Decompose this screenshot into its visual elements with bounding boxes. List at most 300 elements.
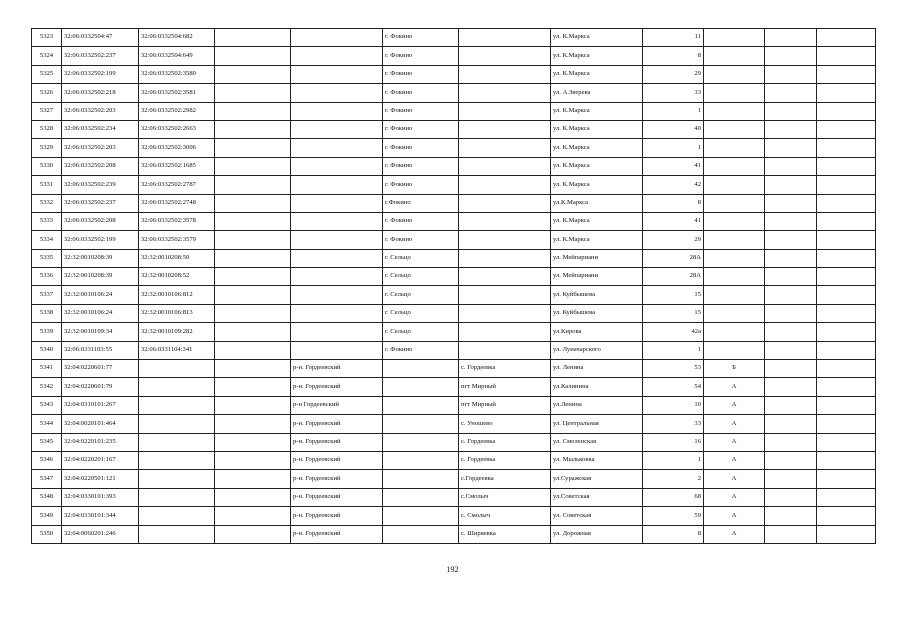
city-cell: г. Сельцо — [383, 323, 459, 341]
cadastral-number: 32:04:0220501:121 — [62, 470, 139, 488]
parent-cadastral-number: 32:06:0332502:2787 — [139, 176, 215, 194]
settlement-cell — [459, 268, 551, 286]
letter-cell: А — [704, 415, 765, 433]
district-cell — [291, 84, 383, 102]
extra-cell-b — [817, 507, 876, 525]
house-cell: 8 — [643, 194, 704, 212]
house-cell: 41 — [643, 157, 704, 175]
letter-cell: А — [704, 507, 765, 525]
parent-cadastral-number: 32:32:0010208:52 — [139, 268, 215, 286]
house-cell: 33 — [643, 415, 704, 433]
district-cell — [291, 47, 383, 65]
district-cell — [291, 157, 383, 175]
street-cell: ул. К.Маркса — [551, 176, 643, 194]
extra-cell-b — [817, 249, 876, 267]
table-row — [32, 507, 876, 525]
settlement-cell — [459, 65, 551, 83]
parent-cadastral-number: 32:06:0332504:649 — [139, 47, 215, 65]
cadastral-number: 32:06:0332502:199 — [62, 231, 139, 249]
settlement-cell — [459, 194, 551, 212]
parent-cadastral-number — [139, 433, 215, 451]
settlement-cell: пгт Мирный — [459, 378, 551, 396]
parent-cadastral-number: 32:06:0332502:1685 — [139, 157, 215, 175]
row-number: 5335 — [32, 249, 62, 267]
cadastral-number: 32:32:0010106:24 — [62, 286, 139, 304]
region-cell — [215, 65, 291, 83]
city-cell: г. Фокино — [383, 120, 459, 138]
extra-cell-b — [817, 84, 876, 102]
row-number: 5349 — [32, 507, 62, 525]
parent-cadastral-number: 32:06:0332502:2663 — [139, 120, 215, 138]
cadastral-number: 32:04:0220601:79 — [62, 378, 139, 396]
extra-cell-a — [765, 139, 817, 157]
table-row — [32, 84, 876, 102]
parent-cadastral-number — [139, 378, 215, 396]
cadastral-number: 32:06:0332502:234 — [62, 120, 139, 138]
parent-cadastral-number: 32:32:0010106:812 — [139, 286, 215, 304]
table-row — [32, 47, 876, 65]
house-cell: 8 — [643, 47, 704, 65]
row-number: 5324 — [32, 47, 62, 65]
table-row — [32, 488, 876, 506]
parent-cadastral-number: 32:06:0332504:682 — [139, 29, 215, 47]
row-number: 5338 — [32, 304, 62, 322]
cadastral-number: 32:04:0060201:246 — [62, 525, 139, 543]
city-cell: г. Фокино — [383, 212, 459, 230]
letter-cell — [704, 304, 765, 322]
settlement-cell — [459, 29, 551, 47]
extra-cell-b — [817, 120, 876, 138]
region-cell — [215, 249, 291, 267]
district-cell: р-н. Гордеевский — [291, 378, 383, 396]
extra-cell-b — [817, 29, 876, 47]
extra-cell-a — [765, 341, 817, 359]
street-cell: ул.Калинина — [551, 378, 643, 396]
parent-cadastral-number — [139, 415, 215, 433]
parent-cadastral-number — [139, 488, 215, 506]
district-cell — [291, 323, 383, 341]
house-cell: 40 — [643, 120, 704, 138]
extra-cell-b — [817, 323, 876, 341]
cadastral-number: 32:06:0332502:237 — [62, 194, 139, 212]
street-cell: ул. К.Маркса — [551, 157, 643, 175]
row-number: 5345 — [32, 433, 62, 451]
street-cell: ул. К.Маркса — [551, 231, 643, 249]
extra-cell-a — [765, 268, 817, 286]
settlement-cell: пгт Мирный — [459, 396, 551, 414]
cadastral-number: 32:04:0020101:464 — [62, 415, 139, 433]
letter-cell — [704, 341, 765, 359]
settlement-cell: с. Смолыч — [459, 507, 551, 525]
table-row — [32, 525, 876, 543]
extra-cell-b — [817, 304, 876, 322]
city-cell — [383, 488, 459, 506]
house-cell: 28А — [643, 249, 704, 267]
row-number: 5333 — [32, 212, 62, 230]
parent-cadastral-number: 32:32:0010106:813 — [139, 304, 215, 322]
letter-cell: А — [704, 470, 765, 488]
cadastral-number: 32:32:0010106:24 — [62, 304, 139, 322]
letter-cell — [704, 65, 765, 83]
extra-cell-b — [817, 341, 876, 359]
region-cell — [215, 525, 291, 543]
row-number: 5344 — [32, 415, 62, 433]
house-cell: 16 — [643, 433, 704, 451]
table-body — [32, 29, 876, 544]
parent-cadastral-number — [139, 451, 215, 469]
house-cell: 2 — [643, 470, 704, 488]
extra-cell-b — [817, 268, 876, 286]
extra-cell-a — [765, 249, 817, 267]
settlement-cell: с. Гордеевка — [459, 433, 551, 451]
extra-cell-a — [765, 157, 817, 175]
city-cell — [383, 507, 459, 525]
city-cell: г. Сельцо — [383, 268, 459, 286]
page-number: 192 — [446, 565, 459, 574]
district-cell — [291, 139, 383, 157]
extra-cell-b — [817, 396, 876, 414]
table-row — [32, 378, 876, 396]
letter-cell: А — [704, 433, 765, 451]
district-cell — [291, 268, 383, 286]
city-cell — [383, 378, 459, 396]
house-cell: 53 — [643, 360, 704, 378]
row-number: 5346 — [32, 451, 62, 469]
extra-cell-b — [817, 470, 876, 488]
house-cell: 33 — [643, 84, 704, 102]
table-row — [32, 139, 876, 157]
city-cell: г. Фокино — [383, 139, 459, 157]
settlement-cell — [459, 286, 551, 304]
region-cell — [215, 176, 291, 194]
parent-cadastral-number — [139, 396, 215, 414]
extra-cell-a — [765, 29, 817, 47]
extra-cell-b — [817, 488, 876, 506]
parent-cadastral-number: 32:06:0331104:341 — [139, 341, 215, 359]
settlement-cell — [459, 47, 551, 65]
letter-cell — [704, 29, 765, 47]
street-cell: ул. К.Маркса — [551, 47, 643, 65]
city-cell: г. Фокино — [383, 47, 459, 65]
row-number: 5347 — [32, 470, 62, 488]
cadastral-number: 32:04:0330101:344 — [62, 507, 139, 525]
cadastral-number: 32:04:0220601:77 — [62, 360, 139, 378]
letter-cell: А — [704, 525, 765, 543]
letter-cell: А — [704, 488, 765, 506]
city-cell: г. Фокино — [383, 176, 459, 194]
region-cell — [215, 268, 291, 286]
city-cell: г. Сельцо — [383, 249, 459, 267]
district-cell — [291, 120, 383, 138]
extra-cell-a — [765, 65, 817, 83]
city-cell: г. Фокино — [383, 102, 459, 120]
settlement-cell: с. Ширяевка — [459, 525, 551, 543]
table-row — [32, 231, 876, 249]
region-cell — [215, 341, 291, 359]
table-row — [32, 194, 876, 212]
street-cell: ул. Центральная — [551, 415, 643, 433]
house-cell: 68 — [643, 488, 704, 506]
district-cell — [291, 231, 383, 249]
region-cell — [215, 488, 291, 506]
district-cell: р-н. Гордеевский — [291, 525, 383, 543]
cadastral-number: 32:04:0310101:267 — [62, 396, 139, 414]
city-cell — [383, 396, 459, 414]
row-number: 5325 — [32, 65, 62, 83]
extra-cell-a — [765, 451, 817, 469]
table-row — [32, 323, 876, 341]
letter-cell — [704, 84, 765, 102]
house-cell: 15 — [643, 304, 704, 322]
cadastral-number: 32:06:0332502:237 — [62, 47, 139, 65]
city-cell: г. Фокино — [383, 341, 459, 359]
cadastral-number: 32:06:0331103:55 — [62, 341, 139, 359]
table-row — [32, 433, 876, 451]
extra-cell-a — [765, 360, 817, 378]
district-cell: р-н. Гордеевский — [291, 433, 383, 451]
cadastral-number: 32:06:0332502:203 — [62, 102, 139, 120]
parent-cadastral-number — [139, 360, 215, 378]
settlement-cell — [459, 323, 551, 341]
settlement-cell — [459, 231, 551, 249]
district-cell — [291, 29, 383, 47]
letter-cell — [704, 268, 765, 286]
district-cell: р-н. Гордеевский — [291, 488, 383, 506]
row-number: 5329 — [32, 139, 62, 157]
extra-cell-a — [765, 102, 817, 120]
district-cell — [291, 212, 383, 230]
house-cell: 28А — [643, 268, 704, 286]
table-row — [32, 415, 876, 433]
registry-table — [31, 28, 876, 544]
extra-cell-b — [817, 212, 876, 230]
settlement-cell — [459, 102, 551, 120]
table-row — [32, 176, 876, 194]
extra-cell-b — [817, 286, 876, 304]
district-cell: р-н. Гордеевский — [291, 360, 383, 378]
city-cell — [383, 433, 459, 451]
letter-cell — [704, 176, 765, 194]
city-cell: г. Сельцо — [383, 286, 459, 304]
row-number: 5350 — [32, 525, 62, 543]
street-cell: ул.Советская — [551, 488, 643, 506]
row-number: 5348 — [32, 488, 62, 506]
cadastral-number: 32:06:0332502:208 — [62, 157, 139, 175]
house-cell: 42 — [643, 176, 704, 194]
district-cell — [291, 286, 383, 304]
parent-cadastral-number: 32:06:0332502:3581 — [139, 84, 215, 102]
region-cell — [215, 433, 291, 451]
row-number: 5327 — [32, 102, 62, 120]
letter-cell — [704, 102, 765, 120]
table-row — [32, 470, 876, 488]
street-cell: ул.К.Маркса — [551, 194, 643, 212]
region-cell — [215, 194, 291, 212]
region-cell — [215, 286, 291, 304]
extra-cell-b — [817, 451, 876, 469]
extra-cell-a — [765, 323, 817, 341]
settlement-cell — [459, 120, 551, 138]
city-cell — [383, 470, 459, 488]
table-row — [32, 120, 876, 138]
street-cell: ул. Мыльковка — [551, 451, 643, 469]
region-cell — [215, 231, 291, 249]
region-cell — [215, 396, 291, 414]
street-cell: ул.Ленина — [551, 396, 643, 414]
table-row — [32, 396, 876, 414]
table-row — [32, 304, 876, 322]
house-cell: 1 — [643, 341, 704, 359]
city-cell: г. Сельцо — [383, 304, 459, 322]
extra-cell-a — [765, 304, 817, 322]
extra-cell-a — [765, 488, 817, 506]
table-row — [32, 341, 876, 359]
region-cell — [215, 451, 291, 469]
extra-cell-a — [765, 507, 817, 525]
letter-cell — [704, 249, 765, 267]
letter-cell: А — [704, 396, 765, 414]
cadastral-number: 32:32:0010109:34 — [62, 323, 139, 341]
parent-cadastral-number: 32:06:0332502:3578 — [139, 212, 215, 230]
parent-cadastral-number: 32:06:0332502:3580 — [139, 65, 215, 83]
row-number: 5336 — [32, 268, 62, 286]
row-number: 5334 — [32, 231, 62, 249]
parent-cadastral-number — [139, 525, 215, 543]
letter-cell — [704, 194, 765, 212]
table-row — [32, 286, 876, 304]
street-cell: ул.Кирова — [551, 323, 643, 341]
street-cell: ул. К.Маркса — [551, 65, 643, 83]
extra-cell-a — [765, 84, 817, 102]
street-cell: ул. Мейпариани — [551, 249, 643, 267]
extra-cell-a — [765, 433, 817, 451]
district-cell — [291, 194, 383, 212]
city-cell: г. Фокино — [383, 231, 459, 249]
parent-cadastral-number: 32:06:0332502:2982 — [139, 102, 215, 120]
district-cell: р-н. Гордеевский — [291, 451, 383, 469]
letter-cell — [704, 120, 765, 138]
row-number: 5342 — [32, 378, 62, 396]
street-cell: ул. Куйбышева — [551, 286, 643, 304]
extra-cell-b — [817, 433, 876, 451]
letter-cell — [704, 139, 765, 157]
house-cell: 11 — [643, 29, 704, 47]
table-row — [32, 102, 876, 120]
house-cell: 29 — [643, 65, 704, 83]
cadastral-number: 32:06:0332502:218 — [62, 84, 139, 102]
street-cell: ул. К.Маркса — [551, 120, 643, 138]
region-cell — [215, 120, 291, 138]
city-cell — [383, 415, 459, 433]
street-cell: ул. К.Маркса — [551, 139, 643, 157]
parent-cadastral-number: 32:32:0010208:50 — [139, 249, 215, 267]
settlement-cell: с. Гордеевка — [459, 360, 551, 378]
street-cell: ул. Луначарского — [551, 341, 643, 359]
extra-cell-b — [817, 102, 876, 120]
extra-cell-b — [817, 157, 876, 175]
extra-cell-a — [765, 120, 817, 138]
letter-cell — [704, 231, 765, 249]
cadastral-number: 32:06:0332502:239 — [62, 176, 139, 194]
settlement-cell — [459, 304, 551, 322]
city-cell: г.Фокино — [383, 194, 459, 212]
extra-cell-a — [765, 396, 817, 414]
district-cell: р-н. Гордеевский — [291, 415, 383, 433]
district-cell — [291, 341, 383, 359]
settlement-cell — [459, 341, 551, 359]
house-cell: 15 — [643, 286, 704, 304]
row-number: 5328 — [32, 120, 62, 138]
extra-cell-b — [817, 378, 876, 396]
street-cell: ул. А.Зверева — [551, 84, 643, 102]
street-cell: ул. К.Маркса — [551, 102, 643, 120]
parent-cadastral-number: 32:06:0332502:3006 — [139, 139, 215, 157]
parent-cadastral-number — [139, 470, 215, 488]
settlement-cell: с. Гордеевка — [459, 451, 551, 469]
house-cell: 54 — [643, 378, 704, 396]
street-cell: ул. К.Маркса — [551, 29, 643, 47]
house-cell: 59 — [643, 507, 704, 525]
city-cell — [383, 360, 459, 378]
letter-cell — [704, 323, 765, 341]
parent-cadastral-number: 32:06:0332502:2748 — [139, 194, 215, 212]
street-cell: ул. Советская — [551, 507, 643, 525]
extra-cell-a — [765, 194, 817, 212]
row-number: 5330 — [32, 157, 62, 175]
house-cell: 1 — [643, 139, 704, 157]
region-cell — [215, 102, 291, 120]
street-cell: ул.Суражская — [551, 470, 643, 488]
extra-cell-a — [765, 176, 817, 194]
region-cell — [215, 47, 291, 65]
row-number: 5343 — [32, 396, 62, 414]
letter-cell: А — [704, 451, 765, 469]
row-number: 5337 — [32, 286, 62, 304]
cadastral-number: 32:06:0332502:199 — [62, 65, 139, 83]
letter-cell: Б — [704, 360, 765, 378]
district-cell — [291, 176, 383, 194]
region-cell — [215, 157, 291, 175]
house-cell: 41 — [643, 212, 704, 230]
letter-cell — [704, 157, 765, 175]
street-cell: ул. Ленина — [551, 360, 643, 378]
region-cell — [215, 378, 291, 396]
region-cell — [215, 323, 291, 341]
extra-cell-b — [817, 360, 876, 378]
region-cell — [215, 507, 291, 525]
settlement-cell — [459, 157, 551, 175]
settlement-cell — [459, 139, 551, 157]
letter-cell — [704, 47, 765, 65]
cadastral-number: 32:04:0220101:235 — [62, 433, 139, 451]
extra-cell-b — [817, 65, 876, 83]
cadastral-number: 32:04:0220201:167 — [62, 451, 139, 469]
row-number: 5323 — [32, 29, 62, 47]
house-cell: 1 — [643, 451, 704, 469]
table-row — [32, 268, 876, 286]
row-number: 5340 — [32, 341, 62, 359]
extra-cell-a — [765, 231, 817, 249]
city-cell: г. Фокино — [383, 29, 459, 47]
extra-cell-b — [817, 231, 876, 249]
settlement-cell — [459, 249, 551, 267]
house-cell: 10 — [643, 396, 704, 414]
row-number: 5341 — [32, 360, 62, 378]
settlement-cell — [459, 212, 551, 230]
parent-cadastral-number: 32:06:0332502:3579 — [139, 231, 215, 249]
extra-cell-a — [765, 47, 817, 65]
extra-cell-a — [765, 525, 817, 543]
